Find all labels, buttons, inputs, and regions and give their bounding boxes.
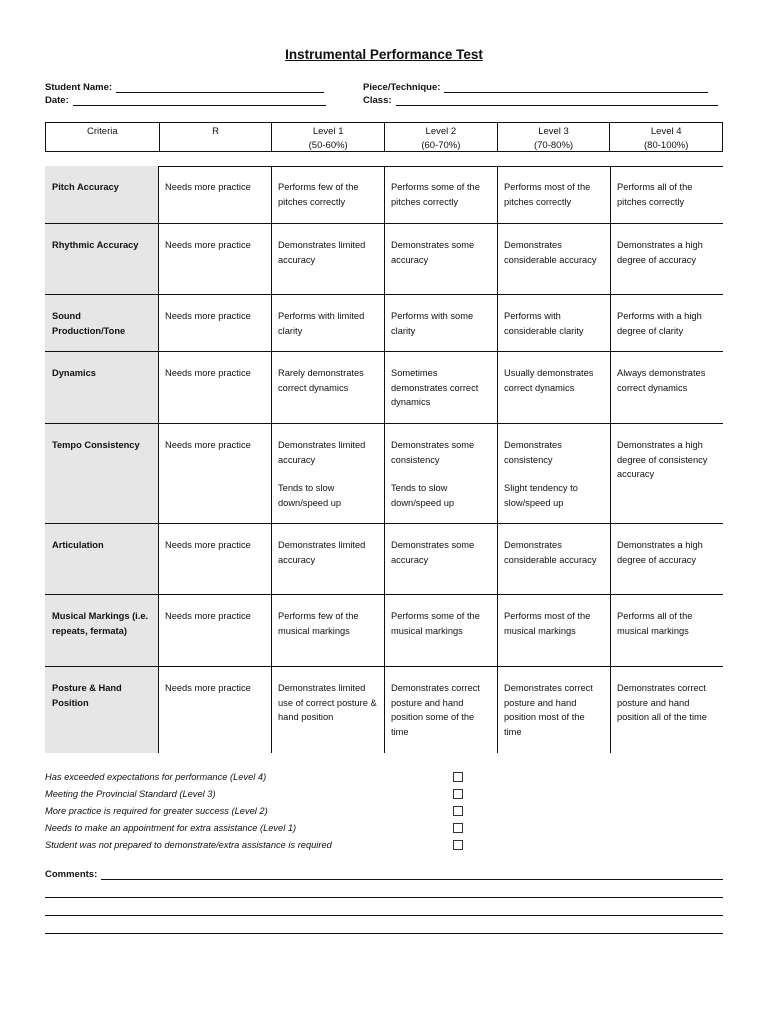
level-4-cell <box>611 524 723 594</box>
header-label: R <box>212 126 219 137</box>
cell-text: Needs more practice <box>165 240 251 250</box>
date-field[interactable] <box>73 95 326 106</box>
level-4-cell <box>611 295 723 351</box>
cell-text: Needs more practice <box>165 611 251 621</box>
cell-text: Demonstrates a high degree of accuracy <box>617 540 703 565</box>
r-cell <box>159 595 272 666</box>
assessment-checklist <box>45 768 465 854</box>
cell-text: Demonstrates correct posture and hand position some of the time <box>391 683 480 737</box>
cell-text: Always demonstrates correct dynamics <box>617 368 706 393</box>
header-label: Level 2 <box>425 126 457 137</box>
criteria-cell: Sound Production/Tone <box>45 295 159 351</box>
level-3-cell <box>498 524 611 594</box>
header-label: Level 4 <box>650 126 682 137</box>
table-row <box>45 224 723 295</box>
checklist-item <box>45 820 465 837</box>
level-1-cell <box>272 595 385 666</box>
checkbox[interactable] <box>453 823 463 833</box>
cell-text: Needs more practice <box>165 311 251 321</box>
header-label: Level 1 <box>312 126 344 137</box>
header-cell <box>46 123 160 151</box>
header-label: Level 3 <box>538 126 569 137</box>
cell-text: Needs more practice <box>165 683 251 693</box>
header-cell <box>272 123 385 151</box>
student-name-field[interactable] <box>116 82 324 93</box>
checkbox[interactable] <box>453 789 463 799</box>
level-1-cell <box>272 166 385 223</box>
piece-row <box>363 82 708 93</box>
cell-text: Tends to slow down/speed up <box>278 483 342 508</box>
cell-text: Demonstrates limited use of correct posture & hand position <box>278 683 377 722</box>
level-3-cell <box>498 595 611 666</box>
class-row <box>363 95 718 106</box>
criteria-cell: Pitch Accuracy <box>45 166 159 223</box>
checklist-label: More practice is required for greater success (Level 2) <box>45 805 268 816</box>
cell-text: Demonstrates correct posture and hand position most of the time <box>504 683 593 737</box>
cell-text: Demonstrates correct posture and hand position all of the time <box>617 683 707 722</box>
student-name-row <box>45 82 324 93</box>
cell-text: Demonstrates consistency <box>504 440 562 465</box>
criteria-cell: Posture & Hand Position <box>45 667 159 753</box>
comments-line[interactable] <box>45 916 723 934</box>
cell-text: Performs with considerable clarity <box>504 311 584 336</box>
checkbox[interactable] <box>453 806 463 816</box>
level-4-cell <box>611 166 723 223</box>
cell-text: Performs most of the musical markings <box>504 611 591 636</box>
piece-field[interactable] <box>444 82 708 93</box>
level-4-cell <box>611 667 723 753</box>
cell-text: Rarely demonstrates correct dynamics <box>278 368 364 393</box>
checkbox[interactable] <box>453 840 463 850</box>
level-2-cell <box>385 595 498 666</box>
level-4-cell <box>611 224 723 294</box>
table-row <box>45 166 723 224</box>
header-cell <box>385 123 498 151</box>
comments-line[interactable] <box>45 898 723 916</box>
cell-text: Performs with limited clarity <box>278 311 365 336</box>
cell-text: Needs more practice <box>165 182 251 192</box>
level-3-cell <box>498 667 611 753</box>
level-2-cell <box>385 295 498 351</box>
checklist-label: Student was not prepared to demonstrate/extra assistance is required <box>45 840 332 851</box>
comments-line[interactable] <box>101 869 723 880</box>
piece-label: Piece/Technique: <box>363 82 441 93</box>
cell-text: Performs with a high degree of clarity <box>617 311 702 336</box>
criteria-cell: Musical Markings (i.e. repeats, fermata) <box>45 595 159 666</box>
cell-text: Demonstrates considerable accuracy <box>504 540 597 565</box>
level-1-cell <box>272 295 385 351</box>
student-name-label: Student Name: <box>45 82 113 93</box>
r-cell <box>159 424 272 523</box>
checklist-label: Meeting the Provincial Standard (Level 3) <box>45 788 216 799</box>
checkbox[interactable] <box>453 772 463 782</box>
table-row <box>45 595 723 667</box>
comments-label: Comments: <box>45 869 98 880</box>
level-3-cell <box>498 166 611 223</box>
cell-text: Performs with some clarity <box>391 311 474 336</box>
cell-text: Performs few of the musical markings <box>278 611 359 636</box>
cell-text: Performs all of the pitches correctly <box>617 182 693 207</box>
r-cell <box>159 295 272 351</box>
cell-text: Performs some of the musical markings <box>391 611 480 636</box>
level-2-cell <box>385 352 498 423</box>
level-2-cell <box>385 424 498 523</box>
checklist-label: Has exceeded expectations for performance (Level 4) <box>45 771 267 782</box>
header-range: (50-60%) <box>308 140 348 151</box>
cell-text: Performs some of the pitches correctly <box>391 182 480 207</box>
date-row <box>45 95 326 106</box>
header-cell <box>160 123 273 151</box>
r-cell <box>159 224 272 294</box>
level-3-cell <box>498 352 611 423</box>
table-row <box>45 424 723 524</box>
cell-text: Tends to slow down/speed up <box>391 483 455 508</box>
level-2-cell <box>385 166 498 223</box>
comments-section <box>45 869 723 934</box>
level-2-cell <box>385 224 498 294</box>
cell-text: Demonstrates a high degree of consistency accuracy <box>617 440 708 479</box>
header-cell <box>610 123 722 151</box>
comments-line[interactable] <box>45 880 723 898</box>
cell-text: Performs most of the pitches correctly <box>504 182 591 207</box>
checklist-label: Needs to make an appointment for extra assistance (Level 1) <box>45 823 297 834</box>
level-1-cell <box>272 524 385 594</box>
cell-text: Performs few of the pitches correctly <box>278 182 359 207</box>
cell-text: Sometimes demonstrates correct dynamics <box>391 368 479 407</box>
checklist-item <box>45 785 465 802</box>
level-4-cell <box>611 595 723 666</box>
criteria-cell: Rhythmic Accuracy <box>45 224 159 294</box>
criteria-cell: Tempo Consistency <box>45 424 159 523</box>
cell-text: Needs more practice <box>165 440 251 450</box>
date-label: Date: <box>45 95 69 106</box>
checklist-item <box>45 768 465 785</box>
level-3-cell <box>498 424 611 523</box>
level-4-cell <box>611 424 723 523</box>
class-label: Class: <box>363 95 392 106</box>
cell-text: Demonstrates some accuracy <box>391 540 475 565</box>
cell-text: Demonstrates some accuracy <box>391 240 475 265</box>
level-1-cell <box>272 424 385 523</box>
table-row <box>45 295 723 352</box>
table-row <box>45 667 723 753</box>
cell-text: Demonstrates a high degree of accuracy <box>617 240 703 265</box>
checklist-item <box>45 837 465 854</box>
cell-text: Demonstrates limited accuracy <box>278 540 366 565</box>
header-cell <box>498 123 611 151</box>
level-1-cell <box>272 224 385 294</box>
rubric-header <box>45 122 723 152</box>
cell-text: Needs more practice <box>165 368 251 378</box>
level-1-cell <box>272 352 385 423</box>
criteria-cell: Articulation <box>45 524 159 594</box>
cell-text: Demonstrates limited accuracy <box>278 440 366 465</box>
header-label: Criteria <box>87 126 118 137</box>
level-4-cell <box>611 352 723 423</box>
table-row <box>45 352 723 424</box>
class-field[interactable] <box>396 95 718 106</box>
r-cell <box>159 524 272 594</box>
level-2-cell <box>385 667 498 753</box>
level-1-cell <box>272 667 385 753</box>
table-row <box>45 524 723 595</box>
header-range: (60-70%) <box>421 140 461 151</box>
r-cell <box>159 667 272 753</box>
cell-text: Slight tendency to slow/speed up <box>504 483 578 508</box>
level-3-cell <box>498 295 611 351</box>
checklist-item <box>45 802 465 819</box>
rubric-table <box>45 166 723 753</box>
cell-text: Demonstrates some consistency <box>391 440 475 465</box>
page-title: Instrumental Performance Test <box>285 47 483 62</box>
r-cell <box>159 166 272 223</box>
criteria-cell: Dynamics <box>45 352 159 423</box>
header-range: (70-80%) <box>533 140 574 151</box>
header-range: (80-100%) <box>644 140 689 151</box>
r-cell <box>159 352 272 423</box>
cell-text: Usually demonstrates correct dynamics <box>504 368 594 393</box>
cell-text: Demonstrates limited accuracy <box>278 240 366 265</box>
level-3-cell <box>498 224 611 294</box>
cell-text: Demonstrates considerable accuracy <box>504 240 597 265</box>
cell-text: Performs all of the musical markings <box>617 611 693 636</box>
level-2-cell <box>385 524 498 594</box>
cell-text: Needs more practice <box>165 540 251 550</box>
